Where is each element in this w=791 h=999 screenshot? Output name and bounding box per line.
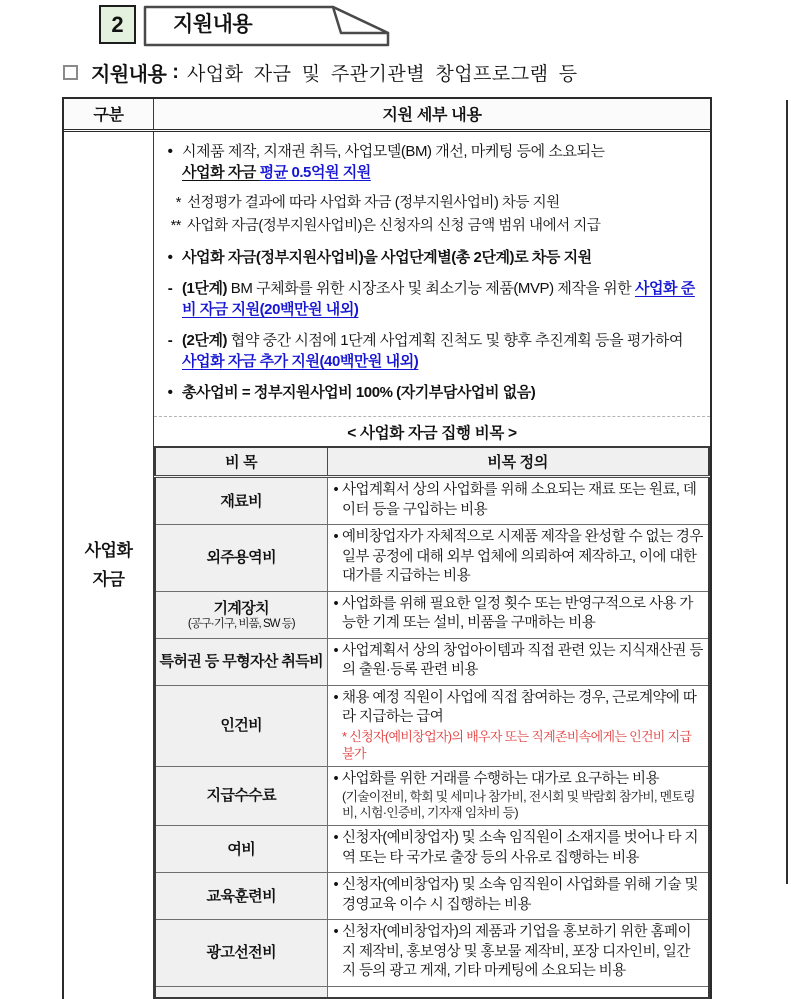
section-header <box>99 5 393 47</box>
bullet-icon: • <box>333 595 339 612</box>
table-row-advertising <box>155 920 709 987</box>
outer-table <box>62 97 712 999</box>
bullet-icon: • <box>333 482 339 498</box>
item-name: 재료비 <box>155 477 327 525</box>
item-name: 지급수수료 <box>155 766 327 826</box>
bullet-icon: • <box>167 249 173 266</box>
bullet-icon: • <box>333 924 339 940</box>
bullet-icon: • <box>333 529 339 545</box>
item-name-sub: (공구·기구, 비품, SW 등) <box>187 617 295 630</box>
dash-icon: - <box>167 280 173 297</box>
bullet-two-stage-text: 사업화 자금(정부지원사업비)을 사업단계별(총 2단계)로 차등 지원 <box>182 249 592 266</box>
bullet-total-budget <box>163 382 700 403</box>
table-row-outsourcing <box>155 525 709 592</box>
funding-average-pre: 시제품 제작, 지재권 취득, 사업모델(BM) 개선, 마케팅 등에 소요되는 <box>182 143 605 160</box>
bullet-icon: • <box>333 770 339 787</box>
column-header-item-definition: 비목 정의 <box>327 447 709 477</box>
column-header-category: 구분 <box>64 99 154 129</box>
intro-text: 사업화 자금 및 주관기관별 창업프로그램 등 <box>186 64 578 85</box>
bullet-icon: • <box>167 384 173 401</box>
dash-stage-2-text <box>182 330 700 372</box>
item-definition: 사업계획서 상의 창업아이템과 직접 관련 있는 지식재산권 등의 출원·등록 관련 비용 <box>342 642 703 678</box>
dash-icon: - <box>167 332 173 349</box>
expense-table-header <box>155 447 709 477</box>
expense-items-table <box>154 446 710 999</box>
stage-2-desc: 협약 중간 시점에 1단계 사업계획 진척도 및 향후 추진계획 등을 평가하여 <box>230 332 684 349</box>
column-header-details: 지원 세부 내용 <box>382 107 482 124</box>
support-detail-table <box>62 97 712 999</box>
item-definition: 신청자(예비창업자) 및 소속 임직원이 사업화를 위해 기술 및 경영교육 이수 시 집행하는 비용 <box>342 877 698 913</box>
detail-cell <box>154 132 710 999</box>
bullet-icon: • <box>333 830 339 846</box>
bullet-icon: • <box>167 143 173 160</box>
stage-1-desc: BM 구체화를 위한 시장조사 및 최소기능 제품(MVP) 제작을 위한 <box>230 280 635 297</box>
stage-2-label: (2단계) <box>182 332 231 349</box>
table-row-travel <box>155 826 709 873</box>
section-title: 지원내용 <box>173 13 253 36</box>
item-definition-wrap <box>342 770 703 822</box>
item-definition: 신청자(예비창업자) 및 소속 임직원이 소재지를 벗어나 타 지역 또는 타 국가로 출장 등의 사유로 집행하는 비용 <box>342 830 698 866</box>
item-definition: 사업화를 위해 필요한 일정 횟수 또는 반영구적으로 사용 가능한 기계 또는 설비, 비품을 구매하는 비용 <box>342 595 693 631</box>
section-title-box <box>143 5 393 47</box>
item-name: 광고선전비 <box>155 920 327 987</box>
table-row-labor <box>155 685 709 766</box>
table-row-patent <box>155 638 709 685</box>
bullet-total-budget-text: 총사업비 = 정부지원사업비 100% (자기부담사업비 없음) <box>182 384 536 401</box>
row-label-line1: 사업화 <box>84 540 133 560</box>
inner-table-caption: < 사업화 자금 집행 비목 > <box>154 416 710 446</box>
item-definition: 예비창업자가 자체적으로 시제품 제작을 완성할 수 없는 경우 일부 공정에 대해 외부 업체에 의뢰하여 제작하고, 이에 대한 대가를 지급하는 비용 <box>342 529 703 584</box>
table-row-fees <box>155 766 709 826</box>
outer-table-header <box>64 99 710 132</box>
item-name: 교육훈련비 <box>155 873 327 920</box>
row-label-line2: 자금 <box>92 569 125 589</box>
intro-colon: : <box>172 61 179 83</box>
asterisk-icon: * <box>175 195 181 211</box>
detail-bullets <box>154 132 710 416</box>
item-name: 기계장치 <box>213 599 270 617</box>
bullet-funding-average-text <box>182 141 700 183</box>
item-definition: 채용 예정 직원이 사업에 직접 참여하는 경우, 근로계약에 따라 지급하는 급여 <box>342 689 697 725</box>
bullet-two-stage <box>163 247 700 268</box>
dash-stage-1-text <box>182 278 700 320</box>
page-right-edge-line <box>786 100 788 884</box>
intro-label: 지원내용 <box>91 64 167 86</box>
bullet-icon: • <box>333 642 339 659</box>
bullet-icon: • <box>333 689 339 706</box>
outer-table-body <box>64 132 710 999</box>
funding-average-amount: 평균 0.5억원 지원 <box>259 164 371 181</box>
table-row-clipped <box>155 986 709 998</box>
dash-stage-2 <box>163 330 700 372</box>
section-number: 2 <box>111 11 124 37</box>
item-definition: 사업화를 위한 거래를 수행하는 대가로 요구하는 비용 <box>342 770 659 787</box>
bullet-funding-average <box>163 141 700 183</box>
stage-2-amount: 사업화 자금 추가 지원(40백만원 내외) <box>182 353 419 370</box>
dash-stage-1 <box>163 278 700 320</box>
footnote-2-text: 사업화 자금(정부지원사업비)은 신청자의 신청 금액 범위 내에서 지급 <box>187 218 601 234</box>
footnote-1 <box>163 193 700 214</box>
table-row-materials <box>155 477 709 525</box>
table-row-machinery <box>155 591 709 638</box>
footnote-1-text: 선정평가 결과에 따라 사업화 자금 (정부지원사업비) 차등 지원 <box>187 195 560 211</box>
item-definition: 신청자(예비창업자)의 제품과 기업을 홍보하기 위한 홈페이지 제작비, 홍보영상 및 홍보물 제작비, 포장 디자인비, 일간지 등의 광고 게재, 기타 마케팅에 소요되는 비용 <box>342 924 691 979</box>
double-asterisk-icon: ** <box>170 218 181 234</box>
item-name: 특허권 등 무형자산 취득비 <box>155 638 327 685</box>
item-definition-wrap <box>342 689 703 762</box>
item-red-note: * 신청자(예비창업자)의 배우자 또는 직계존비속에게는 인건비 지급 불가 <box>342 728 692 761</box>
section-number-badge <box>99 5 136 44</box>
item-definition: 사업계획서 상의 사업화를 위해 소요되는 재료 또는 원료, 데이터 등을 구입하는 비용 <box>342 482 697 518</box>
row-label-business-fund <box>64 132 154 999</box>
stage-1-amount: 사업화 준비 자금 지원(20백만원 내외) <box>182 280 695 318</box>
table-row-education <box>155 873 709 920</box>
item-name: 여비 <box>155 826 327 873</box>
funding-average-bold: 사업화 자금 <box>182 164 260 181</box>
column-header-item: 비 목 <box>155 447 327 477</box>
item-name: 인건비 <box>155 685 327 766</box>
item-name: 외주용역비 <box>155 525 327 592</box>
bullet-icon: • <box>333 877 339 893</box>
item-definition-detail: (기술이전비, 학회 및 세미나 참가비, 전시회 및 박람회 참가비, 멘토링비, 시험·인증비, 기자재 임차비 등) <box>342 789 695 820</box>
stage-1-label: (1단계) <box>182 280 231 297</box>
intro-line <box>63 58 578 87</box>
square-bullet-icon <box>63 65 78 80</box>
footnote-2 <box>163 216 700 237</box>
